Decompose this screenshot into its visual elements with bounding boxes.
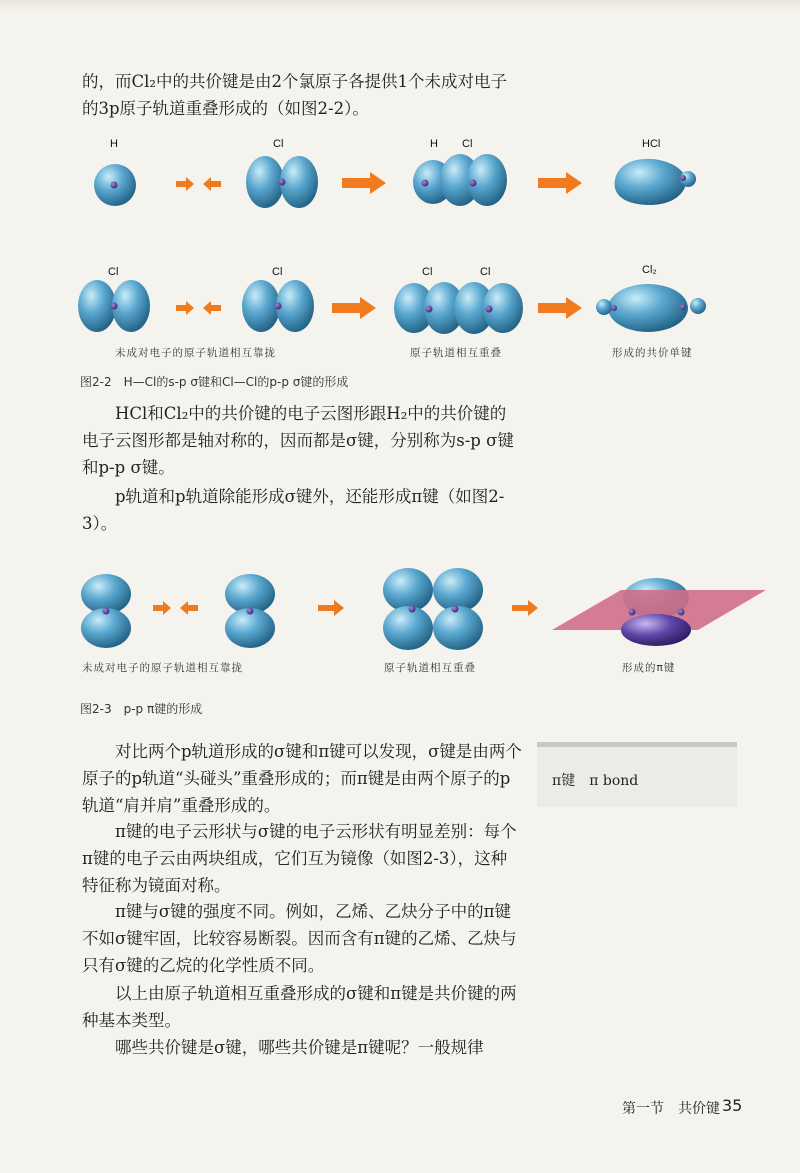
paragraph-6: 以上由原子轨道相互重叠形成的σ键和π键是共价键的两种基本类型。	[82, 984, 517, 1030]
label-cl: Cl	[273, 138, 284, 150]
label-cl-overlap-1: Cl	[422, 266, 433, 278]
p-orbital-right	[225, 574, 275, 648]
figure-2-2-caption: 图2-2 H—Cl的s-p σ键和Cl—Cl的p-p σ键的形成	[80, 375, 349, 389]
approach-arrows-3	[153, 601, 198, 615]
label-cl-right: Cl	[272, 266, 283, 278]
label-hcl: HCl	[642, 138, 661, 150]
page-number: 35	[722, 1096, 743, 1115]
p-p-side-overlap	[383, 568, 483, 650]
paragraph-7: 哪些共价键是σ键，哪些共价键是π键呢？一般规律	[115, 1038, 484, 1057]
figure-2-3-caption: 图2-3 p-p π键的形成	[80, 702, 203, 716]
label-cl-left: Cl	[108, 266, 119, 278]
subcaption-pi-approach: 未成对电子的原子轨道相互靠拢	[82, 662, 243, 674]
paragraph-5: π键与σ键的强度不同。例如，乙烯、乙炔分子中的π键不如σ键牢固，比较容易断裂。因而含有π键的乙烯、乙炔与只有σ键的乙烷的化学性质不同。	[82, 902, 517, 975]
subcaption-pi-bond: 形成的π键	[622, 662, 676, 674]
form-arrow-3	[512, 600, 538, 616]
label-cl-pair: Cl	[462, 138, 473, 150]
subcaption-approach: 未成对电子的原子轨道相互靠拢	[115, 347, 276, 359]
paragraph-4: π键的电子云形状与σ键的电子云形状有明显差别：每个π键的电子云由两块组成，它们互为镜像（如图2-3），这种特征称为镜面对称。	[82, 822, 517, 895]
subcaption-overlap: 原子轨道相互重叠	[410, 347, 502, 359]
p-orbital-left	[81, 574, 131, 648]
paragraph-1: HCl和Cl₂中的共价键的电子云图形跟H₂中的共价键的电子云图形都是轴对称的，因而都是σ键，分别称为s-p σ键和p-p σ键。	[82, 404, 514, 477]
footer-section: 第一节 共价键	[622, 1101, 720, 1117]
pi-bond	[552, 578, 766, 646]
label-cl-overlap-2: Cl	[480, 266, 491, 278]
glossary-term: π键 π bond	[552, 773, 639, 789]
subcaption-pi-overlap: 原子轨道相互重叠	[384, 662, 476, 674]
label-h: H	[110, 138, 118, 150]
paragraph-2: p轨道和p轨道除能形成σ键外，还能形成π键（如图2-3）。	[82, 487, 505, 533]
subcaption-single-bond: 形成的共价单键	[612, 347, 693, 359]
intro-paragraph: 的，而Cl₂中的共价键是由2个氯原子各提供1个未成对电子的3p原子轨道重叠形成的（如图2-2）。	[82, 72, 508, 118]
label-h-pair: H	[430, 138, 438, 150]
label-cl2: Cl₂	[642, 264, 657, 276]
overlap-arrow-3	[318, 600, 344, 616]
paragraph-3: 对比两个p轨道形成的σ键和π键可以发现，σ键是由两个原子的p轨道“头碰头”重叠形成的；而π键是由两个原子的p轨道“肩并肩”重叠形成的。	[82, 742, 522, 815]
